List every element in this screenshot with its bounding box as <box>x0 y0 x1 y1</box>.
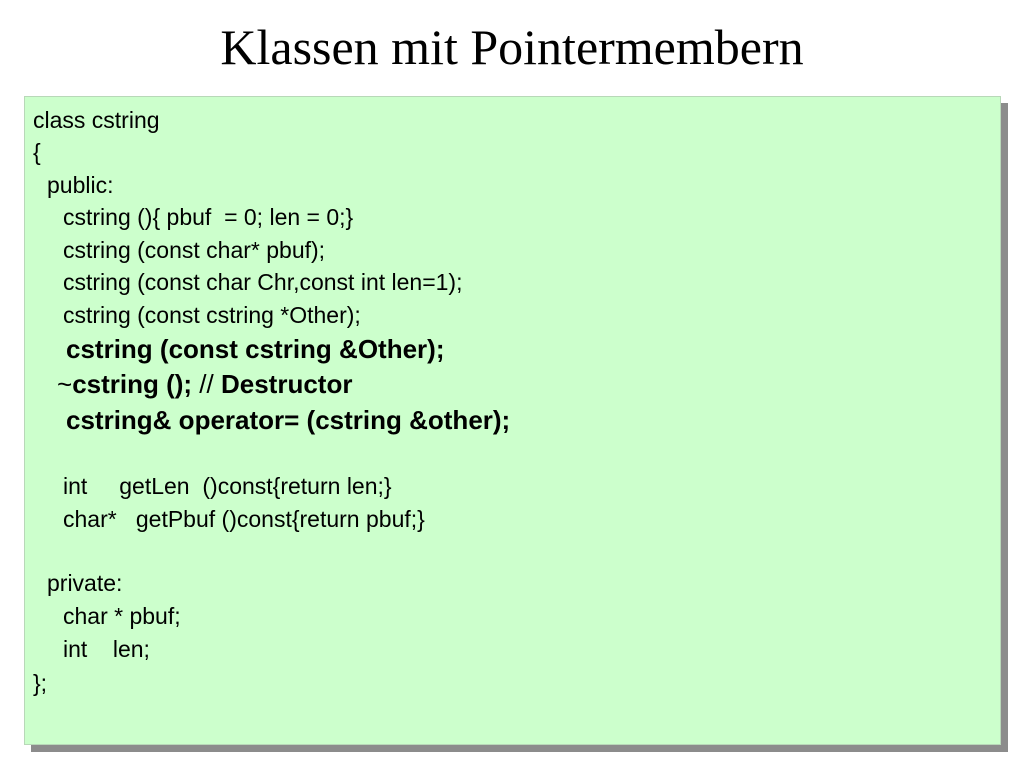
code-line-open-brace: { <box>33 139 41 165</box>
code-line-pbuf-constructor: cstring (const char* pbuf); <box>63 237 326 263</box>
code-line-getpbuf: char* getPbuf ()const{return pbuf;} <box>63 506 425 532</box>
code-line-private: private: <box>47 570 123 596</box>
code-line-class: class cstring <box>33 107 160 133</box>
code-line-destructor <box>57 369 352 399</box>
destructor-tilde: ~ <box>57 369 73 399</box>
slide-title: Klassen mit Pointermembern <box>220 19 804 75</box>
code-line-close-brace: }; <box>33 670 48 696</box>
destructor-comment-label: Destructor <box>220 369 353 399</box>
code-line-len-member: int len; <box>63 636 150 662</box>
destructor-declaration: cstring (); <box>72 369 200 399</box>
destructor-comment-marker: // <box>199 369 221 399</box>
code-line-assignment-operator: cstring& operator= (cstring &other); <box>66 405 511 435</box>
code-line-pbuf-member: char * pbuf; <box>63 603 181 629</box>
code-line-chr-constructor: cstring (const char Chr,const int len=1); <box>63 269 463 295</box>
code-line-pointer-constructor: cstring (const cstring *Other); <box>63 302 361 328</box>
code-line-copy-constructor: cstring (const cstring &Other); <box>66 334 445 364</box>
code-line-public: public: <box>47 172 114 198</box>
code-box <box>24 96 1001 745</box>
code-line-default-constructor: cstring (){ pbuf = 0; len = 0;} <box>63 204 354 230</box>
code-line-getlen: int getLen ()const{return len;} <box>63 473 392 499</box>
